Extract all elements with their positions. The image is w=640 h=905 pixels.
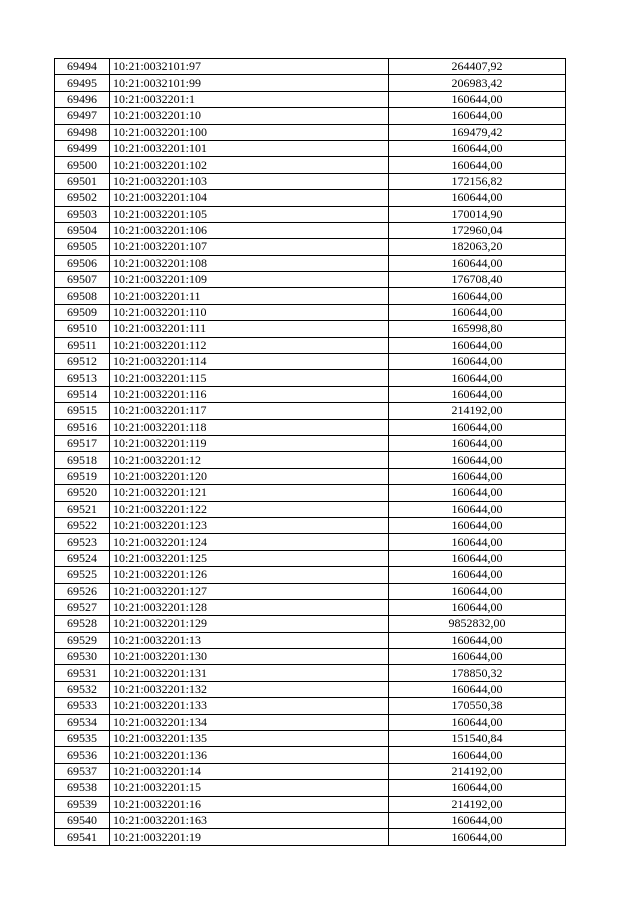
cadastral-value-cell: 160644,00 <box>389 108 566 124</box>
table-row <box>55 239 566 255</box>
cadastral-number-cell: 10:21:0032201:12 <box>110 452 389 468</box>
cadastral-value-cell: 160644,00 <box>389 304 566 320</box>
row-number-cell: 69498 <box>55 124 110 140</box>
row-number-cell: 69528 <box>55 616 110 632</box>
table-row <box>55 452 566 468</box>
table-row <box>55 583 566 599</box>
row-number-cell: 69527 <box>55 599 110 615</box>
cadastral-number-cell: 10:21:0032201:101 <box>110 140 389 156</box>
cadastral-value-cell: 160644,00 <box>389 534 566 550</box>
cadastral-value-cell: 160644,00 <box>389 485 566 501</box>
table-row <box>55 567 566 583</box>
row-number-cell: 69504 <box>55 222 110 238</box>
table-row <box>55 206 566 222</box>
cadastral-value-cell: 165998,80 <box>389 321 566 337</box>
table-row <box>55 222 566 238</box>
cadastral-number-cell: 10:21:0032201:108 <box>110 255 389 271</box>
cadastral-number-cell: 10:21:0032201:163 <box>110 812 389 828</box>
cadastral-value-table <box>54 58 566 846</box>
cadastral-number-cell: 10:21:0032201:120 <box>110 468 389 484</box>
row-number-cell: 69510 <box>55 321 110 337</box>
cadastral-value-cell: 214192,00 <box>389 763 566 779</box>
table-row <box>55 665 566 681</box>
cadastral-number-cell: 10:21:0032201:11 <box>110 288 389 304</box>
row-number-cell: 69499 <box>55 140 110 156</box>
cadastral-value-cell: 160644,00 <box>389 681 566 697</box>
row-number-cell: 69506 <box>55 255 110 271</box>
cadastral-value-cell: 160644,00 <box>389 501 566 517</box>
cadastral-value-cell: 169479,42 <box>389 124 566 140</box>
row-number-cell: 69518 <box>55 452 110 468</box>
cadastral-number-cell: 10:21:0032201:100 <box>110 124 389 140</box>
row-number-cell: 69533 <box>55 698 110 714</box>
cadastral-value-cell: 160644,00 <box>389 452 566 468</box>
row-number-cell: 69503 <box>55 206 110 222</box>
row-number-cell: 69521 <box>55 501 110 517</box>
table-row <box>55 304 566 320</box>
cadastral-value-cell: 160644,00 <box>389 550 566 566</box>
cadastral-number-cell: 10:21:0032201:126 <box>110 567 389 583</box>
cadastral-value-cell: 160644,00 <box>389 386 566 402</box>
cadastral-number-cell: 10:21:0032201:130 <box>110 649 389 665</box>
cadastral-value-cell: 176708,40 <box>389 272 566 288</box>
row-number-cell: 69517 <box>55 435 110 451</box>
row-number-cell: 69516 <box>55 419 110 435</box>
cadastral-number-cell: 10:21:0032101:99 <box>110 75 389 91</box>
cadastral-number-cell: 10:21:0032201:123 <box>110 517 389 533</box>
row-number-cell: 69538 <box>55 780 110 796</box>
table-row <box>55 108 566 124</box>
cadastral-value-cell: 182063,20 <box>389 239 566 255</box>
cadastral-number-cell: 10:21:0032201:14 <box>110 763 389 779</box>
row-number-cell: 69529 <box>55 632 110 648</box>
cadastral-number-cell: 10:21:0032201:116 <box>110 386 389 402</box>
table-row <box>55 517 566 533</box>
cadastral-number-cell: 10:21:0032201:134 <box>110 714 389 730</box>
table-row <box>55 681 566 697</box>
cadastral-number-cell: 10:21:0032201:106 <box>110 222 389 238</box>
table-row <box>55 190 566 206</box>
row-number-cell: 69519 <box>55 468 110 484</box>
cadastral-value-cell: 160644,00 <box>389 468 566 484</box>
table-row <box>55 649 566 665</box>
row-number-cell: 69525 <box>55 567 110 583</box>
table-row <box>55 272 566 288</box>
row-number-cell: 69526 <box>55 583 110 599</box>
cadastral-number-cell: 10:21:0032201:128 <box>110 599 389 615</box>
table-row <box>55 731 566 747</box>
cadastral-value-cell: 160644,00 <box>389 632 566 648</box>
row-number-cell: 69522 <box>55 517 110 533</box>
cadastral-value-cell: 160644,00 <box>389 599 566 615</box>
cadastral-number-cell: 10:21:0032201:122 <box>110 501 389 517</box>
table-row <box>55 288 566 304</box>
cadastral-number-cell: 10:21:0032201:105 <box>110 206 389 222</box>
cadastral-value-cell: 160644,00 <box>389 370 566 386</box>
row-number-cell: 69509 <box>55 304 110 320</box>
row-number-cell: 69535 <box>55 731 110 747</box>
cadastral-value-cell: 172156,82 <box>389 173 566 189</box>
cadastral-number-cell: 10:21:0032201:10 <box>110 108 389 124</box>
row-number-cell: 69523 <box>55 534 110 550</box>
row-number-cell: 69540 <box>55 812 110 828</box>
row-number-cell: 69524 <box>55 550 110 566</box>
row-number-cell: 69539 <box>55 796 110 812</box>
table-row <box>55 386 566 402</box>
cadastral-value-cell: 160644,00 <box>389 649 566 665</box>
row-number-cell: 69496 <box>55 91 110 107</box>
row-number-cell: 69507 <box>55 272 110 288</box>
cadastral-value-cell: 9852832,00 <box>389 616 566 632</box>
table-row <box>55 763 566 779</box>
row-number-cell: 69501 <box>55 173 110 189</box>
cadastral-number-cell: 10:21:0032201:127 <box>110 583 389 599</box>
cadastral-number-cell: 10:21:0032201:114 <box>110 354 389 370</box>
cadastral-number-cell: 10:21:0032201:102 <box>110 157 389 173</box>
table-row <box>55 124 566 140</box>
cadastral-value-cell: 214192,00 <box>389 796 566 812</box>
table-row <box>55 780 566 796</box>
row-number-cell: 69532 <box>55 681 110 697</box>
row-number-cell: 69537 <box>55 763 110 779</box>
cadastral-value-cell: 160644,00 <box>389 812 566 828</box>
cadastral-number-cell: 10:21:0032201:107 <box>110 239 389 255</box>
row-number-cell: 69531 <box>55 665 110 681</box>
cadastral-value-cell: 160644,00 <box>389 190 566 206</box>
cadastral-value-cell: 264407,92 <box>389 59 566 75</box>
cadastral-value-cell: 160644,00 <box>389 435 566 451</box>
cadastral-value-cell: 178850,32 <box>389 665 566 681</box>
row-number-cell: 69514 <box>55 386 110 402</box>
cadastral-number-cell: 10:21:0032201:121 <box>110 485 389 501</box>
table-row <box>55 337 566 353</box>
cadastral-value-cell: 160644,00 <box>389 780 566 796</box>
cadastral-value-cell: 160644,00 <box>389 419 566 435</box>
cadastral-number-cell: 10:21:0032101:97 <box>110 59 389 75</box>
row-number-cell: 69502 <box>55 190 110 206</box>
row-number-cell: 69530 <box>55 649 110 665</box>
cadastral-number-cell: 10:21:0032201:19 <box>110 829 389 845</box>
cadastral-number-cell: 10:21:0032201:16 <box>110 796 389 812</box>
table-row <box>55 796 566 812</box>
cadastral-number-cell: 10:21:0032201:124 <box>110 534 389 550</box>
table-row <box>55 468 566 484</box>
table-row <box>55 485 566 501</box>
cadastral-value-cell: 170014,90 <box>389 206 566 222</box>
cadastral-value-cell: 160644,00 <box>389 337 566 353</box>
table-row <box>55 435 566 451</box>
table-row <box>55 501 566 517</box>
cadastral-number-cell: 10:21:0032201:133 <box>110 698 389 714</box>
cadastral-number-cell: 10:21:0032201:136 <box>110 747 389 763</box>
table-row <box>55 812 566 828</box>
cadastral-number-cell: 10:21:0032201:111 <box>110 321 389 337</box>
cadastral-value-cell: 160644,00 <box>389 288 566 304</box>
table-row <box>55 550 566 566</box>
cadastral-number-cell: 10:21:0032201:117 <box>110 403 389 419</box>
table-row <box>55 321 566 337</box>
table-body <box>55 59 566 846</box>
table-row <box>55 419 566 435</box>
cadastral-number-cell: 10:21:0032201:125 <box>110 550 389 566</box>
cadastral-number-cell: 10:21:0032201:129 <box>110 616 389 632</box>
cadastral-value-cell: 160644,00 <box>389 255 566 271</box>
row-number-cell: 69500 <box>55 157 110 173</box>
table-row <box>55 157 566 173</box>
cadastral-number-cell: 10:21:0032201:104 <box>110 190 389 206</box>
cadastral-value-cell: 170550,38 <box>389 698 566 714</box>
cadastral-value-cell: 160644,00 <box>389 354 566 370</box>
row-number-cell: 69497 <box>55 108 110 124</box>
table-row <box>55 59 566 75</box>
row-number-cell: 69520 <box>55 485 110 501</box>
cadastral-number-cell: 10:21:0032201:103 <box>110 173 389 189</box>
table-row <box>55 698 566 714</box>
cadastral-number-cell: 10:21:0032201:132 <box>110 681 389 697</box>
table-row <box>55 616 566 632</box>
table-row <box>55 173 566 189</box>
row-number-cell: 69515 <box>55 403 110 419</box>
table-row <box>55 403 566 419</box>
document-page <box>54 58 566 846</box>
cadastral-number-cell: 10:21:0032201:119 <box>110 435 389 451</box>
cadastral-number-cell: 10:21:0032201:13 <box>110 632 389 648</box>
row-number-cell: 69541 <box>55 829 110 845</box>
cadastral-value-cell: 160644,00 <box>389 517 566 533</box>
table-row <box>55 354 566 370</box>
table-row <box>55 632 566 648</box>
row-number-cell: 69534 <box>55 714 110 730</box>
row-number-cell: 69512 <box>55 354 110 370</box>
cadastral-number-cell: 10:21:0032201:109 <box>110 272 389 288</box>
cadastral-value-cell: 172960,04 <box>389 222 566 238</box>
cadastral-value-cell: 160644,00 <box>389 140 566 156</box>
table-row <box>55 370 566 386</box>
table-row <box>55 140 566 156</box>
table-row <box>55 747 566 763</box>
row-number-cell: 69494 <box>55 59 110 75</box>
cadastral-number-cell: 10:21:0032201:15 <box>110 780 389 796</box>
cadastral-number-cell: 10:21:0032201:1 <box>110 91 389 107</box>
table-row <box>55 534 566 550</box>
cadastral-number-cell: 10:21:0032201:118 <box>110 419 389 435</box>
table-row <box>55 255 566 271</box>
cadastral-number-cell: 10:21:0032201:131 <box>110 665 389 681</box>
cadastral-value-cell: 160644,00 <box>389 91 566 107</box>
cadastral-number-cell: 10:21:0032201:135 <box>110 731 389 747</box>
table-row <box>55 599 566 615</box>
cadastral-value-cell: 160644,00 <box>389 567 566 583</box>
table-row <box>55 829 566 845</box>
cadastral-value-cell: 206983,42 <box>389 75 566 91</box>
cadastral-value-cell: 160644,00 <box>389 747 566 763</box>
table-row <box>55 75 566 91</box>
table-row <box>55 91 566 107</box>
row-number-cell: 69536 <box>55 747 110 763</box>
row-number-cell: 69505 <box>55 239 110 255</box>
row-number-cell: 69508 <box>55 288 110 304</box>
cadastral-value-cell: 160644,00 <box>389 829 566 845</box>
cadastral-value-cell: 160644,00 <box>389 714 566 730</box>
cadastral-number-cell: 10:21:0032201:110 <box>110 304 389 320</box>
row-number-cell: 69495 <box>55 75 110 91</box>
cadastral-number-cell: 10:21:0032201:115 <box>110 370 389 386</box>
cadastral-value-cell: 160644,00 <box>389 157 566 173</box>
table-row <box>55 714 566 730</box>
cadastral-value-cell: 160644,00 <box>389 583 566 599</box>
cadastral-number-cell: 10:21:0032201:112 <box>110 337 389 353</box>
cadastral-value-cell: 214192,00 <box>389 403 566 419</box>
row-number-cell: 69513 <box>55 370 110 386</box>
row-number-cell: 69511 <box>55 337 110 353</box>
cadastral-value-cell: 151540,84 <box>389 731 566 747</box>
